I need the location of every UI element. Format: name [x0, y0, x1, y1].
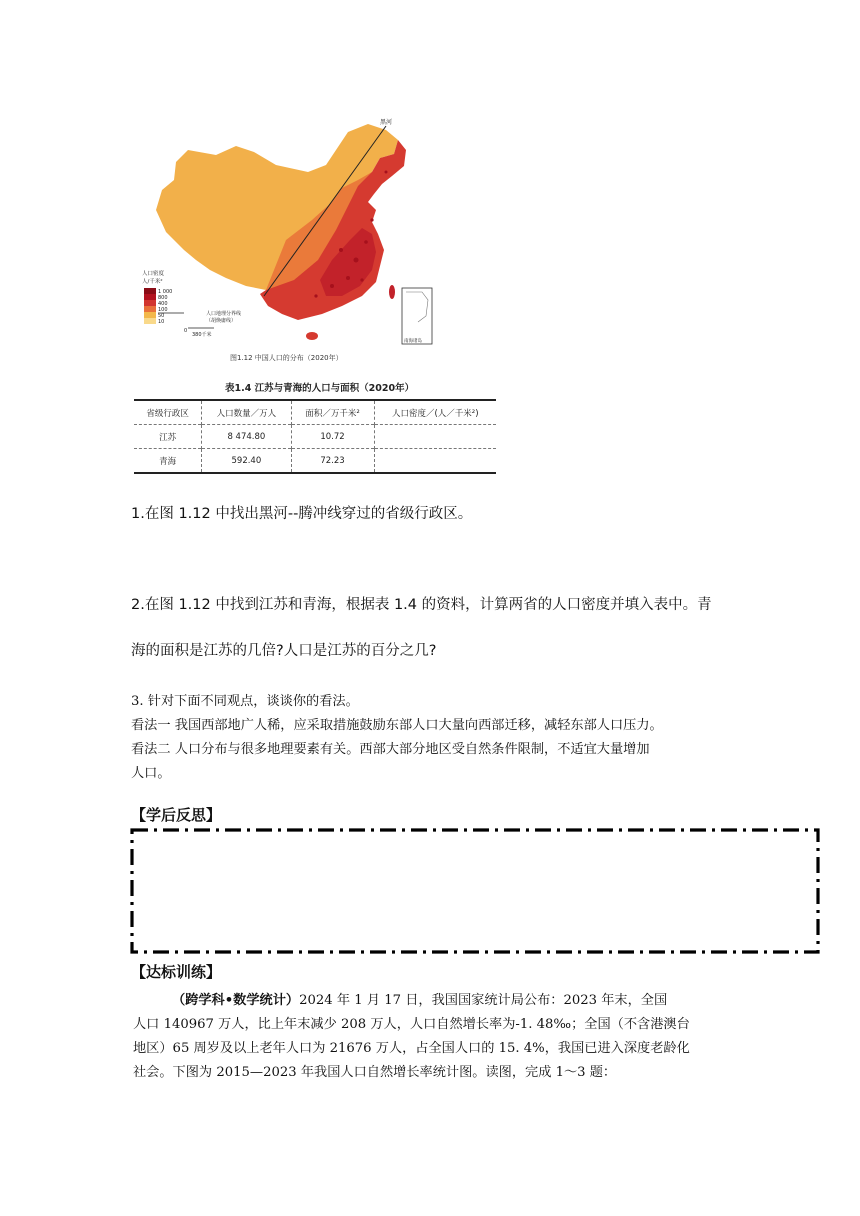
- population-density-map: [136, 110, 436, 360]
- view-1: 看法一 我国西部地广人稀，应采取措施鼓励东部人口大量向西部迁移，减轻东部人口压力。: [131, 718, 663, 733]
- question-2-line-2: 海的面积是江苏的几倍?人口是江苏的百分之几?: [131, 643, 437, 659]
- legend-value-3: 400: [158, 301, 168, 307]
- table-cell-province: 江苏: [159, 432, 177, 443]
- table-row: [134, 449, 496, 474]
- legend-line-sub: （胡焕庸线）: [206, 318, 237, 324]
- table-cell-population: 8 474.80: [202, 425, 291, 449]
- view-2-line-2: 人口。: [131, 766, 171, 781]
- legend-value-6: 10: [158, 319, 165, 325]
- reflection-answer-box[interactable]: [130, 828, 820, 954]
- table-title: 表1.4 江苏与青海的人口与面积（2020年）: [225, 383, 415, 394]
- table-cell-province: 青海: [159, 456, 177, 467]
- scale-label: 380千米: [192, 332, 212, 338]
- table-header-cell: 人口数量／万人: [202, 400, 291, 425]
- legend-line-label: 人口地理分界线: [206, 311, 242, 317]
- legend-title: 人口密度: [142, 271, 165, 277]
- cross-subject-tag: （跨学科•数学统计）: [172, 993, 300, 1008]
- view-2-line-1: 看法二 人口分布与很多地理要素有关。西部大部分地区受自然条件限制，不适宜大量增加: [131, 742, 650, 757]
- table-cell-density-blank: [374, 449, 496, 474]
- question-1: 1.在图 1.12 中找出黑河--腾冲线穿过的省级行政区。: [131, 506, 473, 522]
- reflection-dashed-border: [130, 828, 820, 954]
- table-cell-density-blank: [374, 425, 496, 449]
- table-cell-area: 10.72: [291, 425, 374, 449]
- legend-value-4: 100: [158, 307, 168, 313]
- training-paragraph-line-4: 社会。下图为 2015—2023 年我国人口自然增长率统计图。读图，完成 1～3 题：: [133, 1065, 617, 1080]
- south-sea-inset: [402, 288, 432, 344]
- map-city-label: 黑河: [380, 119, 393, 126]
- training-heading: 【达标训练】: [131, 963, 222, 981]
- scale-zero: 0: [184, 328, 188, 334]
- question-2-line-1: 2.在图 1.12 中找到江苏和青海，根据表 1.4 的资料，计算两省的人口密度并填入表中。青: [131, 597, 712, 613]
- map-legend: [142, 269, 241, 338]
- legend-unit: 人/千米²: [142, 279, 163, 285]
- table-header-cell: 面积／万千米²: [291, 400, 374, 425]
- question-3: 3. 针对下面不同观点，谈谈你的看法。: [131, 694, 359, 709]
- population-area-table: [134, 399, 496, 474]
- china-map-graphic: [136, 110, 436, 360]
- training-paragraph-line-2: 人口 140967 万人，比上年末减少 208 万人，人口自然增长率为-1. 48‰；全国（不含港澳台: [133, 1017, 690, 1032]
- table-header-cell: 省级行政区: [146, 408, 189, 419]
- table-header-row: [134, 400, 496, 425]
- table-cell-area: 72.23: [291, 449, 374, 474]
- legend-value-1: 1 000: [158, 289, 173, 295]
- training-paragraph-line-1: [172, 989, 667, 1008]
- map-taiwan: [389, 285, 395, 299]
- training-paragraph-line-3: 地区）65 周岁及以上老年人口为 21676 万人，占全国人口的 15. 4%，我国已进入深度老龄化: [133, 1041, 690, 1056]
- table-header-cell: 人口密度／(人／千米²): [374, 400, 496, 425]
- reflection-heading: 【学后反思】: [131, 806, 222, 824]
- map-hainan: [306, 332, 318, 340]
- table-cell-population: 592.40: [202, 449, 291, 474]
- training-line-1-text: 2024 年 1 月 17 日，我国国家统计局公布：2023 年末，全国: [299, 993, 668, 1008]
- inset-label: 南海诸岛: [404, 339, 422, 344]
- table-row: [134, 425, 496, 449]
- legend-value-2: 800: [158, 295, 168, 301]
- map-caption: 图1.12 中国人口的分布（2020年）: [230, 354, 343, 362]
- legend-value-5: 50: [158, 313, 165, 319]
